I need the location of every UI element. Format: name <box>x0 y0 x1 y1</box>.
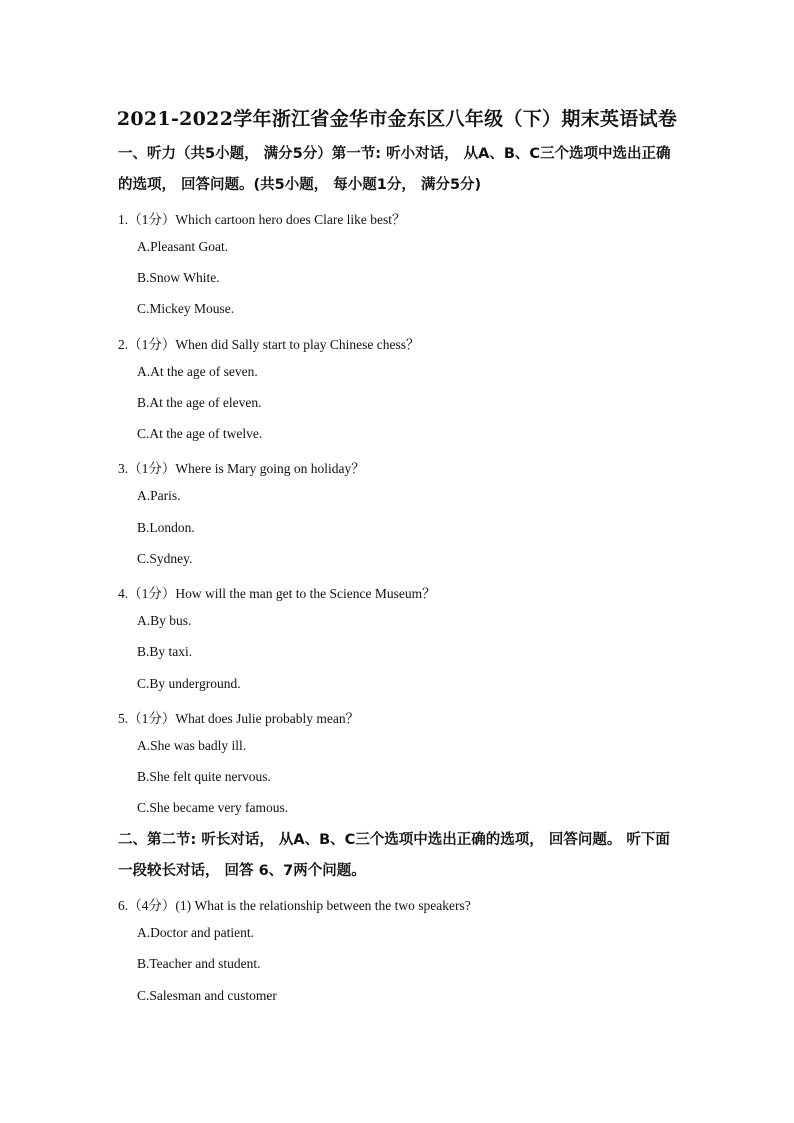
question-1-stem: 1.（1分）Which cartoon hero does Clare like best？ <box>118 212 406 227</box>
question-2-option-c: C.At the age of twelve. <box>137 426 263 441</box>
section-2-line-1: 二、第二节: 听长对话， 从A、B、C三个选项中选出正确的选项， 回答问题。 听下面 <box>118 832 670 848</box>
question-5-option-a: A.She was badly ill. <box>137 738 247 753</box>
exam-title: 2021-2022学年浙江省金华市金东区八年级（下）期末英语试卷 <box>116 108 678 130</box>
question-6-option-a: A.Doctor and patient. <box>137 925 254 940</box>
question-3-option-a: A.Paris. <box>137 488 181 503</box>
section-2-heading <box>118 825 688 887</box>
question-5-option-b: B.She felt quite nervous. <box>137 769 271 784</box>
question-1-option-a: A.Pleasant Goat. <box>137 239 229 254</box>
section-2-line-2: 一段较长对话， 回答 6、7两个问题。 <box>118 863 366 879</box>
question-5-stem: 5.（1分）What does Julie probably mean？ <box>118 711 360 726</box>
question-3-option-c: C.Sydney. <box>137 551 193 566</box>
question-4-option-a: A.By bus. <box>137 613 192 628</box>
question-3-stem: 3.（1分）Where is Mary going on holiday？ <box>118 461 365 476</box>
question-3-option-b: B.London. <box>137 520 195 535</box>
question-1-option-c: C.Mickey Mouse. <box>137 301 235 316</box>
question-4-option-c: C.By underground. <box>137 676 241 691</box>
section-1-line-2: 的选项， 回答问题。(共5小题， 每小题1分， 满分5分) <box>118 177 482 193</box>
question-6-option-c: C.Salesman and customer <box>137 988 277 1003</box>
section-1-line-1: 一、听力（共5小题， 满分5分）第一节: 听小对话， 从A、B、C三个选项中选出正确 <box>118 146 671 162</box>
question-5-option-c: C.She became very famous. <box>137 800 289 815</box>
question-2-option-a: A.At the age of seven. <box>137 364 258 379</box>
question-2-option-b: B.At the age of eleven. <box>137 395 262 410</box>
question-6-stem: 6.（4分）(1) What is the relationship between the two speakers? <box>118 898 471 913</box>
question-2-stem: 2.（1分）When did Sally start to play Chinese chess？ <box>118 337 420 352</box>
question-6-option-b: B.Teacher and student. <box>137 956 261 971</box>
question-1-option-b: B.Snow White. <box>137 270 220 285</box>
question-4-stem: 4.（1分）How will the man get to the Science Museum？ <box>118 586 436 601</box>
question-4-option-b: B.By taxi. <box>137 644 193 659</box>
section-1-heading <box>118 139 688 201</box>
